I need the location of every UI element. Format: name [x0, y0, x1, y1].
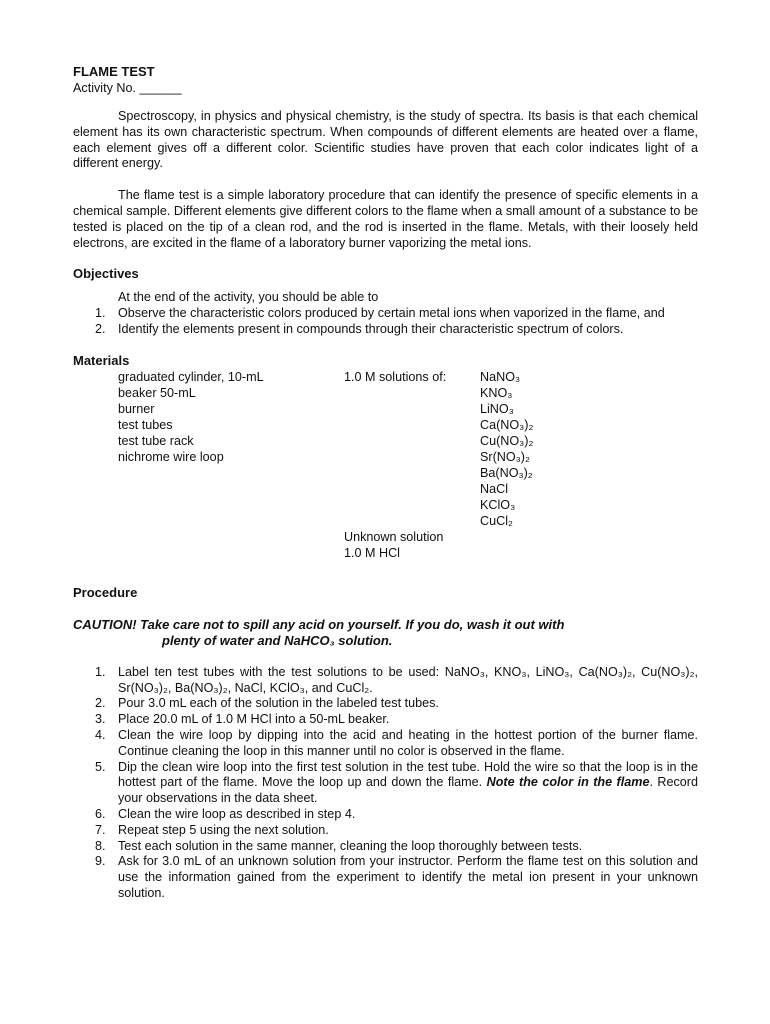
- solution-item: NaNO₃: [480, 369, 521, 384]
- procedure-step: [73, 807, 698, 823]
- hcl-solution: 1.0 M HCl: [344, 545, 400, 560]
- procedure-step: [73, 696, 698, 712]
- step-text: Pour 3.0 mL each of the solution in the labeled test tubes.: [118, 696, 439, 711]
- objective-item: [73, 306, 698, 322]
- solutions-label: 1.0 M solutions of:: [344, 369, 447, 384]
- intro-paragraph-1: Spectroscopy, in physics and physical chemistry, is the study of spectra. Its basis is that each chemical element has its own characteristic spectrum. When compounds of different elements are heated over a flame, each element gives off a different color. Scientific studies have proven that each color indicates light of a different energy.: [73, 109, 698, 171]
- objective-item: [73, 322, 698, 338]
- equipment-item: test tube rack: [118, 433, 194, 448]
- caution-line-1: CAUTION! Take care not to spill any acid on yourself. If you do, wash it out with: [73, 616, 565, 632]
- solutions-column: [480, 369, 533, 529]
- step-number: 3.: [95, 712, 106, 727]
- solution-item: CuCl₂: [480, 513, 513, 528]
- step-number: 9.: [95, 854, 106, 869]
- solution-item: Ca(NO₃)₂: [480, 417, 534, 432]
- procedure-step: [73, 665, 698, 697]
- step-text: Ask for 3.0 mL of an unknown solution from your instructor. Perform the flame test on this solution and use the information gained from the experiment to identify the metal ion present in your unknown solution.: [118, 854, 698, 900]
- equipment-item: beaker 50-mL: [118, 385, 196, 400]
- step-text: Repeat step 5 using the next solution.: [118, 822, 329, 837]
- step-number: 2.: [95, 696, 106, 711]
- solution-item: LiNO₃: [480, 401, 514, 416]
- step-number: 1.: [95, 664, 106, 679]
- solutions-label-column: [344, 369, 446, 561]
- step-text: Test each solution in the same manner, cleaning the loop thoroughly between tests.: [118, 838, 583, 853]
- procedure-step: [73, 854, 698, 901]
- caution-note: [73, 617, 698, 649]
- objective-number: 2.: [95, 321, 106, 336]
- step-number: 8.: [95, 838, 106, 853]
- step-number: 6.: [95, 806, 106, 821]
- step-text: Clean the wire loop as described in step 4.: [118, 806, 356, 821]
- step-text: Dip the clean wire loop into the first test solution in the test tube. Hold the wire so that the loop is in the hottest part of the flame. Move the loop up and down the flame.: [118, 759, 698, 790]
- caution-line-2: plenty of water and NaHCO₃ solution.: [162, 632, 393, 648]
- step-text-after: . Record your observations in the data sheet.: [118, 775, 698, 806]
- equipment-column: [118, 369, 264, 465]
- objective-text: Observe the characteristic colors produced by certain metal ions when vaporized in the flame, and: [118, 306, 665, 321]
- equipment-item: graduated cylinder, 10-mL: [118, 369, 264, 384]
- step-emphasis: Note the color in the flame: [486, 775, 650, 790]
- step-number: 5.: [95, 759, 106, 774]
- solution-item: KNO₃: [480, 385, 513, 400]
- materials-heading: Materials: [73, 352, 130, 368]
- objectives-list: [73, 306, 698, 338]
- procedure-step: [73, 823, 698, 839]
- procedure-steps: [73, 665, 698, 902]
- procedure-step: [73, 712, 698, 728]
- materials-list: [73, 369, 698, 569]
- unknown-solution: Unknown solution: [344, 529, 444, 544]
- procedure-heading: Procedure: [73, 584, 138, 600]
- objective-number: 1.: [95, 306, 106, 321]
- intro-paragraph-2: The flame test is a simple laboratory procedure that can identify the presence of specific elements in a chemical sample. Different elements give different colors to the flame when a small amount of a substance to be tested is placed on the tip of a clean rod, and the rod is inserted in the flame. Metals, with their loosely held electrons, are excited in the flame of a laboratory burner vaporizing the metal ions.: [73, 188, 698, 250]
- document-page: [73, 64, 698, 902]
- solution-item: Cu(NO₃)₂: [480, 433, 534, 448]
- equipment-item: nichrome wire loop: [118, 449, 224, 464]
- step-number: 4.: [95, 727, 106, 742]
- solution-item: Sr(NO₃)₂: [480, 449, 530, 464]
- equipment-item: burner: [118, 401, 155, 416]
- step-number: 7.: [95, 822, 106, 837]
- document-title: FLAME TEST: [73, 64, 155, 79]
- activity-number: Activity No. ______: [73, 81, 182, 95]
- step-text: Clean the wire loop by dipping into the acid and heating in the hottest portion of the burner flame. Continue cleaning the loop in this manner until no color is observed in the flame.: [118, 727, 698, 758]
- step-text: Place 20.0 mL of 1.0 M HCl into a 50-mL beaker.: [118, 712, 390, 727]
- procedure-step: [73, 728, 698, 760]
- procedure-step: [73, 839, 698, 855]
- objectives-intro: At the end of the activity, you should be able to: [118, 290, 379, 305]
- step-text: Label ten test tubes with the test solutions to be used: NaNO₃, KNO₃, LiNO₃, Ca(NO₃)₂, Cu(NO₃)₂, Sr(NO₃)₂, Ba(NO₃)₂, NaCl, KClO₃, and CuCl₂.: [118, 664, 698, 695]
- procedure-step: [73, 760, 698, 807]
- solution-item: KClO₃: [480, 497, 516, 512]
- solution-item: Ba(NO₃)₂: [480, 465, 533, 480]
- equipment-item: test tubes: [118, 417, 173, 432]
- solution-item: NaCl: [480, 481, 508, 496]
- objectives-heading: Objectives: [73, 266, 139, 282]
- objective-text: Identify the elements present in compounds through their characteristic spectrum of colors.: [118, 321, 624, 336]
